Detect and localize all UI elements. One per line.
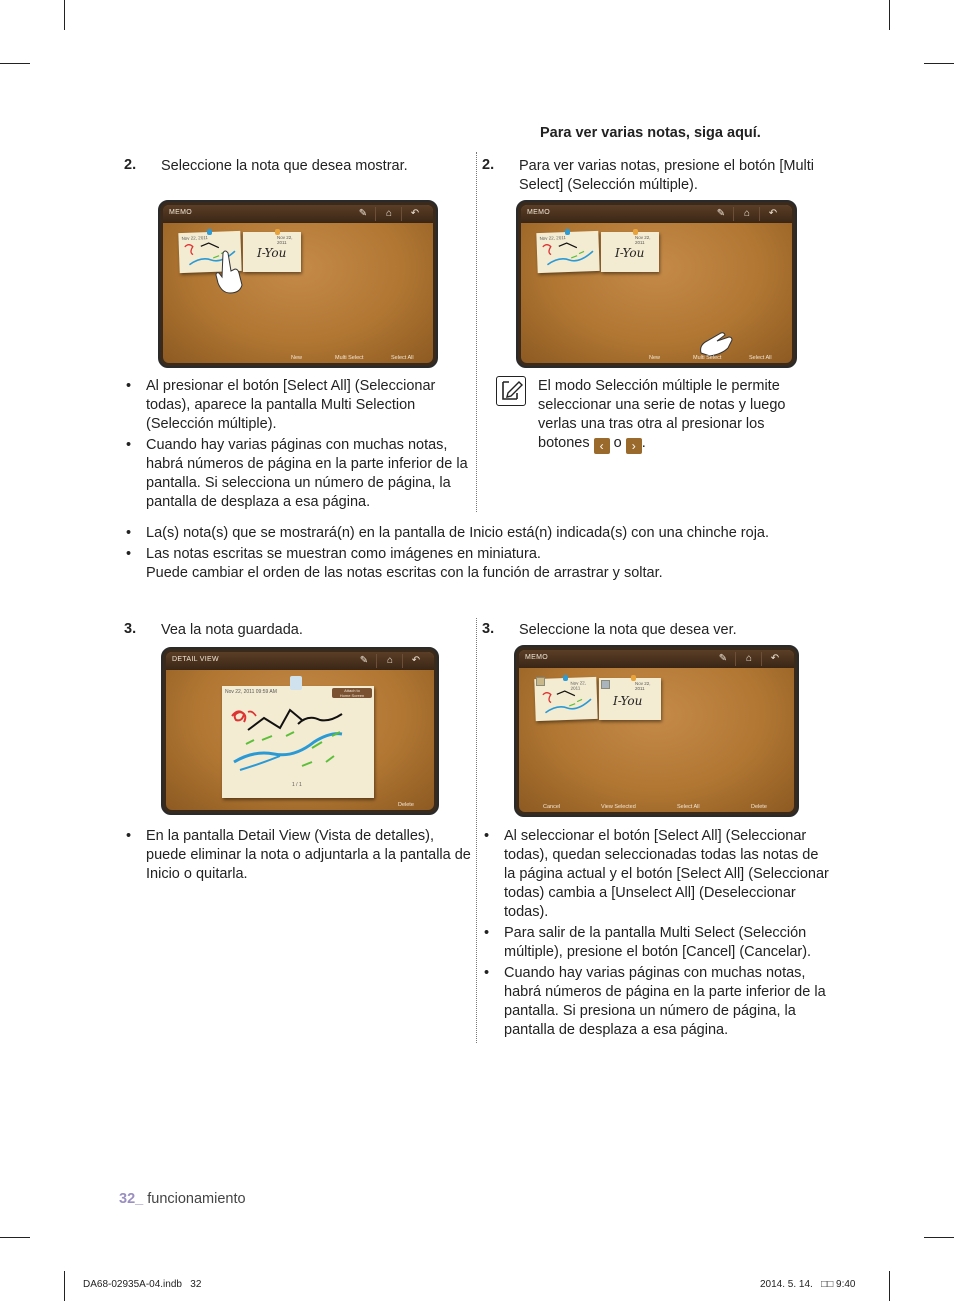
- separator: [733, 207, 734, 221]
- list-item: • Al presionar el botón [Select All] (Seleccionar todas), aparece la pantalla Multi Selection (Selección múltiple).: [124, 377, 472, 434]
- step-number: 3.: [482, 621, 495, 637]
- crop-mark: [889, 0, 890, 30]
- note-date: Nov 22, 2011: [635, 235, 651, 245]
- select-checkbox[interactable]: [601, 680, 610, 689]
- hand-pointer-icon: [211, 245, 251, 295]
- print-timestamp: 2014. 5. 14. □□ 9:40: [760, 1279, 856, 1290]
- crop-mark: [0, 1237, 30, 1238]
- chevron-right-icon: ›: [626, 438, 642, 454]
- note-text-body: El modo Selección múltiple le permite seleccionar una serie de notas y luego verlas una tras otra al presionar los botones: [538, 378, 786, 451]
- screen-topbar: [521, 205, 792, 223]
- crop-mark: [64, 1271, 65, 1301]
- section-name: funcionamiento: [147, 1191, 246, 1207]
- detail-view-screen: [161, 647, 439, 815]
- step-text: Vea la nota guardada.: [161, 622, 303, 638]
- memo-screen: [516, 200, 797, 368]
- view-selected-button[interactable]: View Selected: [601, 804, 636, 810]
- separator: [759, 207, 760, 221]
- note-text: [538, 377, 808, 454]
- pin: [563, 675, 568, 681]
- screen-title: MEMO: [527, 209, 550, 216]
- cancel-button[interactable]: Cancel: [543, 804, 561, 810]
- step-text: Para ver varias notas, presione el botón [Multi Select] (Selección múltiple).: [519, 158, 814, 193]
- screen-topbar: [519, 650, 794, 668]
- list-item: • Cuando hay varias páginas con muchas notas, habrá números de página en la parte inferior de la pantalla. Si selecciona un número de página, la pantalla de desplaza a esa página.: [124, 436, 472, 512]
- separator: [375, 207, 376, 221]
- separator: [735, 652, 736, 666]
- column-divider: [476, 618, 477, 1043]
- list-item: • En la pantalla Detail View (Vista de detalles), puede eliminar la nota o adjuntarla a la pantalla de Inicio o quitarla.: [124, 827, 472, 884]
- screen-title: MEMO: [525, 654, 548, 661]
- list-item-line: Las notas escritas se muestran como imágenes en miniatura.: [146, 546, 541, 562]
- back-icon[interactable]: ↶: [770, 653, 780, 664]
- separator: [761, 652, 762, 666]
- screen-bottombar: [521, 351, 792, 363]
- bullet-list: [482, 827, 832, 1042]
- screen-topbar: [166, 652, 434, 670]
- page-footer: [119, 1191, 246, 1207]
- screen-title: MEMO: [169, 209, 192, 216]
- list-item: • Cuando hay varias páginas con muchas notas, habrá números de página en la parte inferior de la pantalla. Si presiona un número de página, la pantalla de desplaza a esa página.: [482, 964, 832, 1040]
- crop-mark: [889, 1271, 890, 1301]
- edit-icon[interactable]: ✎: [359, 655, 369, 666]
- home-icon[interactable]: ⌂: [386, 655, 394, 666]
- home-icon[interactable]: ⌂: [743, 208, 751, 219]
- note-icon: [496, 376, 526, 406]
- crop-mark: [64, 0, 65, 30]
- delete-button[interactable]: Delete: [751, 804, 767, 810]
- back-icon[interactable]: ↶: [768, 208, 778, 219]
- list-item-line: Puede cambiar el orden de las notas escritas con la función de arrastrar y soltar.: [146, 565, 663, 581]
- note-drawing: [536, 231, 599, 273]
- screen-topbar: [163, 205, 433, 223]
- note-date: Nov 22, 2011 09:59 AM: [225, 689, 277, 695]
- page-number: 32_: [119, 1191, 144, 1207]
- edit-icon[interactable]: ✎: [718, 653, 728, 664]
- chevron-left-icon: ‹: [594, 438, 610, 454]
- note-handwriting: I-You: [613, 694, 643, 708]
- note-date: Nov 22, 2011: [570, 680, 587, 691]
- crop-mark: [924, 1237, 954, 1238]
- red-pin: [207, 229, 212, 235]
- step-text: Seleccione la nota que desea ver.: [519, 622, 737, 638]
- memo-thumbnail[interactable]: [536, 231, 599, 273]
- crop-mark: [924, 63, 954, 64]
- note-handwriting: I-You: [615, 246, 645, 260]
- list-item: • Para salir de la pantalla Multi Select (Selección múltiple), presione el botón [Cancel] (Cancelar).: [482, 924, 832, 962]
- note-text-end: .: [641, 435, 646, 451]
- note-date: Nov 22, 2011: [635, 681, 651, 691]
- screen-bottombar: [519, 800, 794, 812]
- list-item: • Al seleccionar el botón [Select All] (Seleccionar todas), quedan seleccionadas todas las notas de la página actual y el botón [Select All] (Seleccionar todas) cambia a [Unselect All] (Deseleccionar todas).: [482, 827, 832, 922]
- detail-note: [222, 686, 374, 798]
- step-number: 2.: [482, 157, 495, 173]
- edit-icon[interactable]: ✎: [716, 208, 726, 219]
- memo-screen: [158, 200, 438, 368]
- screen-title: DETAIL VIEW: [172, 656, 219, 663]
- note-date: Nov 22, 2011: [277, 235, 293, 245]
- multi-select-button[interactable]: Multi Select: [693, 355, 722, 361]
- pin: [290, 676, 302, 690]
- multi-select-button[interactable]: Multi Select: [335, 355, 364, 361]
- section-header: Para ver varias notas, siga aquí.: [540, 125, 761, 141]
- attach-label: Attach to: [344, 688, 360, 693]
- page-indicator: 1 / 1: [292, 782, 302, 788]
- home-icon[interactable]: ⌂: [385, 208, 393, 219]
- step-number: 2.: [124, 157, 137, 173]
- select-all-button[interactable]: Select All: [749, 355, 772, 361]
- separator: [376, 654, 377, 668]
- step-text: Seleccione la nota que desea mostrar.: [161, 158, 408, 174]
- note-text-or: o: [613, 435, 622, 451]
- separator: [401, 207, 402, 221]
- bullet-list: [124, 524, 844, 583]
- select-all-button[interactable]: Select All: [677, 804, 700, 810]
- list-item: [124, 545, 844, 583]
- attach-label: Home Screen: [339, 693, 365, 698]
- bullet-list: [124, 377, 472, 514]
- screen-bottombar: [163, 351, 433, 363]
- note-date: Nov 22, 2011: [539, 235, 567, 241]
- step-number: 3.: [124, 621, 137, 637]
- back-icon[interactable]: ↶: [410, 208, 420, 219]
- note-date: Nov 22, 2011: [181, 235, 209, 241]
- separator: [402, 654, 403, 668]
- edit-icon[interactable]: ✎: [358, 208, 368, 219]
- screen-bottombar: [166, 798, 434, 810]
- new-button[interactable]: New: [291, 355, 303, 361]
- new-button[interactable]: New: [649, 355, 661, 361]
- memo-thumbnail[interactable]: [601, 232, 659, 272]
- back-icon[interactable]: ↶: [411, 655, 421, 666]
- list-item: • La(s) nota(s) que se mostrará(n) en la pantalla de Inicio está(n) indicada(s) con una chinche roja.: [124, 524, 844, 543]
- pin: [275, 229, 280, 235]
- select-all-button[interactable]: Select All: [391, 355, 414, 361]
- home-icon[interactable]: ⌂: [745, 653, 753, 664]
- select-checkbox[interactable]: [536, 677, 545, 686]
- multi-select-screen: [514, 645, 799, 817]
- file-info: DA68-02935A-04.indb 32: [83, 1279, 202, 1290]
- pin: [565, 229, 570, 235]
- crop-mark: [0, 63, 30, 64]
- column-divider: [476, 152, 477, 512]
- pin: [631, 675, 636, 681]
- bullet-list: [124, 827, 472, 886]
- delete-button[interactable]: Delete: [398, 802, 414, 808]
- memo-thumbnail[interactable]: [243, 232, 301, 272]
- pin: [633, 229, 638, 235]
- note-handwriting: I-You: [257, 246, 287, 260]
- note-drawing: [222, 696, 374, 796]
